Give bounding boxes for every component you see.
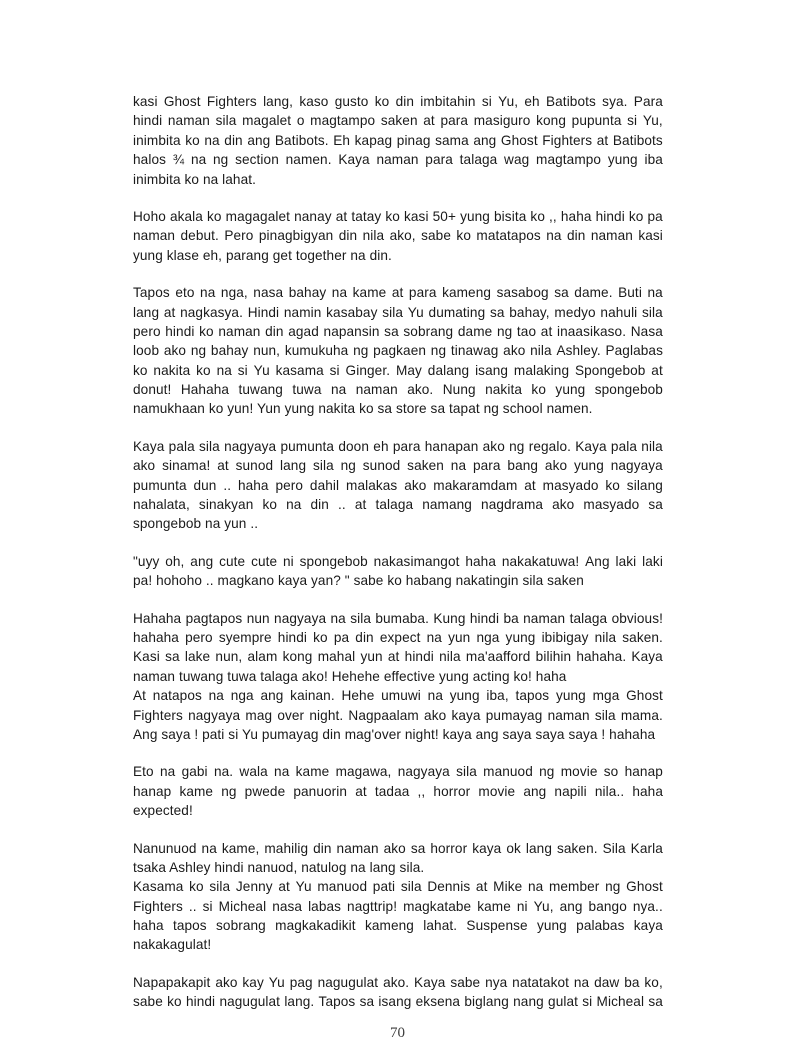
text-line: Eto na gabi na. wala na kame magawa, nagyaya sila manuod ng movie so hanap xyxy=(133,764,663,780)
text-line: inimbita ko na lahat. xyxy=(133,171,257,187)
text-line: nakakagulat! xyxy=(133,937,212,953)
text-line: hahaha pero syempre hindi ko pa din expect na yun nga yung ibibigay nila saken. xyxy=(133,629,663,645)
text-line: pa! hohoho .. magkano kaya yan? " sabe ko habang nakatingin sila saken xyxy=(133,573,584,589)
paragraph xyxy=(133,762,663,820)
paragraph xyxy=(133,839,663,955)
text-line: naman debut. Pero pinagbigyan din nila ako, sabe ko matatapos na din naman kasi xyxy=(133,228,663,244)
page-number: 70 xyxy=(390,1025,405,1041)
paragraph xyxy=(133,92,663,189)
text-line: donut! Hahaha tuwang tuwa na naman ako. Nung nakita ko yung spongebob xyxy=(133,382,663,398)
text-line: At natapos na nga ang kainan. Hehe umuwi na yung iba, tapos yung mga Ghost xyxy=(133,688,663,704)
text-line: ko nakita ko na si Yu kasama si Ginger. May dalang isang malaking Spongebob at xyxy=(133,362,663,378)
text-line: tsaka Ashley hindi nanuod, natulog na lang sila. xyxy=(133,859,425,875)
text-line: halos ¾ na ng section namen. Kaya naman para talaga wag magtampo yung iba xyxy=(133,152,663,168)
text-line: Kaya pala sila nagyaya pumunta doon eh para hanapan ako ng regalo. Kaya pala nila xyxy=(133,438,663,454)
text-line: Napapakapit ako kay Yu pag nagugulat ako. Kaya sabe nya natatakot na daw ba ko, xyxy=(133,974,663,990)
document-text xyxy=(133,92,663,1012)
text-line: lang at nagkasya. Hindi namin kasabay sila Yu dumating sa bahay, medyo nahuli sila xyxy=(133,304,663,320)
paragraph xyxy=(133,552,663,591)
paragraph xyxy=(133,973,663,1012)
paragraph xyxy=(133,437,663,534)
text-line: loob ako ng bahay nun, kumukuha ng pagkaen ng tinawag ako nila Ashley. Paglabas xyxy=(133,343,663,359)
paragraph xyxy=(133,207,663,265)
text-line: Tapos eto na nga, nasa bahay na kame at para kameng sasabog sa dame. Buti na xyxy=(133,285,663,301)
text-line: Kasi sa lake nun, alam kong mahal yun at hindi nila ma'aafford bilihin hahaha. Kaya xyxy=(133,649,663,665)
paragraph xyxy=(133,609,663,745)
text-line: sabe ko hindi nagugulat lang. Tapos sa isang eksena biglang nang gulat si Micheal sa xyxy=(133,994,663,1010)
text-line: "uyy oh, ang cute cute ni spongebob nakasimangot haha nakakatuwa! Ang laki laki xyxy=(133,553,663,569)
text-line: hindi naman sila magalet o magtampo saken at para masiguro kong pupunta si Yu, xyxy=(133,113,663,129)
text-line: Ang saya ! pati si Yu pumayag din mag'over night! kaya ang saya saya saya ! hahaha xyxy=(133,726,656,742)
text-line: Hoho akala ko magagalet nanay at tatay ko kasi 50+ yung bisita ko ,, haha hindi ko pa xyxy=(133,208,663,224)
text-line: Nanunuod na kame, mahilig din naman ako sa horror kaya ok lang saken. Sila Karla xyxy=(133,840,663,856)
text-line: haha tapos sobrang magkakadikit kameng lahat. Suspense yung palabas kaya xyxy=(133,918,663,934)
text-line: Kasama ko sila Jenny at Yu manuod pati sila Dennis at Mike na member ng Ghost xyxy=(133,879,663,895)
text-line: naman tuwang tuwa talaga ako! Hehehe effective yung acting ko! haha xyxy=(133,668,567,684)
text-line: namukhaan ko yun! Yun yung nakita ko sa store sa tapat ng school namen. xyxy=(133,401,593,417)
text-line: pumunta dun .. haha pero dahil malakas ako makaramdam at masyado ko silang xyxy=(133,477,663,493)
text-line: Fighters nagyaya mag over night. Nagpaalam ako kaya pumayag naman sila mama. xyxy=(133,707,663,723)
text-line: spongebob na yun .. xyxy=(133,516,259,532)
text-line: ako sinama! at sunod lang sila ng sunod saken na para bang ako yung nagyaya xyxy=(133,458,663,474)
text-line: Fighters .. si Micheal nasa labas nagttrip! magkatabe kame ni Yu, ang bango nya.. xyxy=(133,898,663,914)
text-line: yung klase eh, parang get together na din. xyxy=(133,247,392,263)
text-line: Hahaha pagtapos nun nagyaya na sila bumaba. Kung hindi ba naman talaga obvious! xyxy=(133,610,663,626)
paragraph xyxy=(133,283,663,419)
text-line: kasi Ghost Fighters lang, kaso gusto ko din imbitahin si Yu, eh Batibots sya. Para xyxy=(133,94,663,109)
text-line: inimbita ko na din ang Batibots. Eh kapag pinag sama ang Ghost Fighters at Batibots xyxy=(133,132,663,148)
text-line: pero hindi ko naman din agad napansin sa sobrang dame ng tao at inaasikaso. Nasa xyxy=(133,323,663,339)
text-line: nahalata, sinakyan ko na din .. at talaga namang nagdrama ako masyado sa xyxy=(133,497,663,513)
text-line: expected! xyxy=(133,803,193,819)
text-line: hanap kame ng pwede panuorin at tadaa ,, horror movie ang napili nila.. haha xyxy=(133,783,663,799)
